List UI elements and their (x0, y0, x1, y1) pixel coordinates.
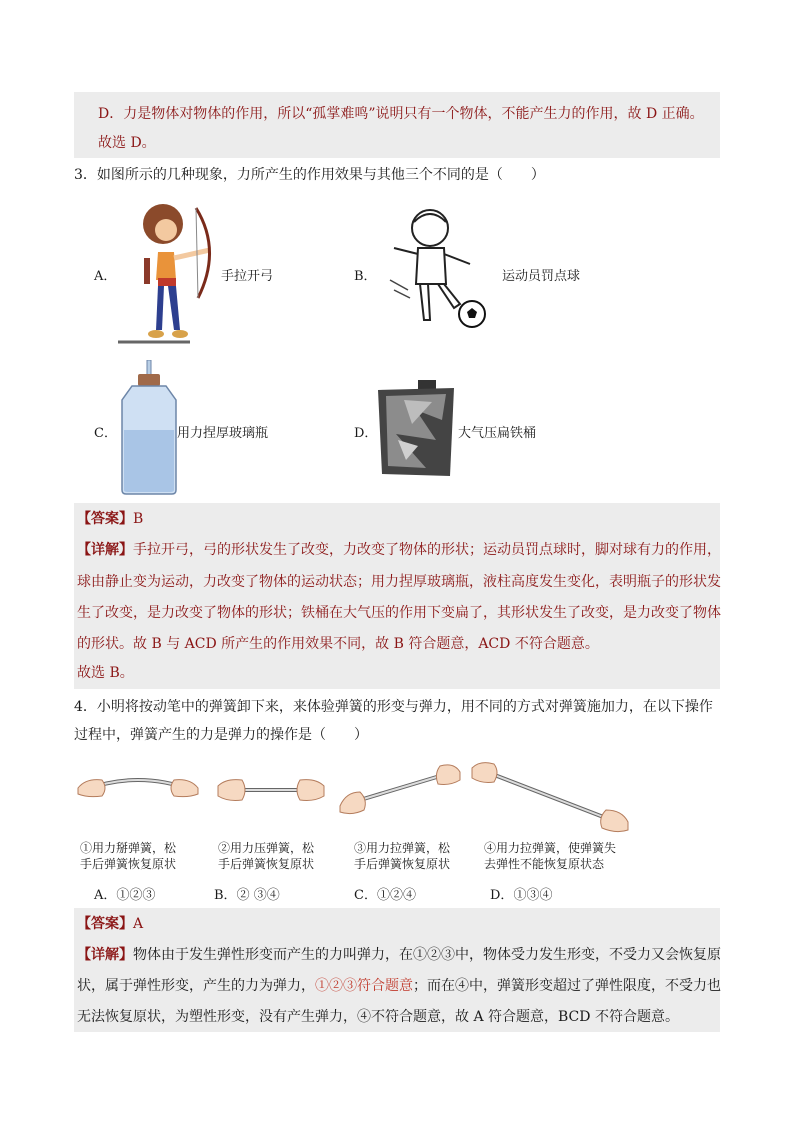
q4-option-c (354, 884, 416, 903)
q3-detail-line-4: 的形状。故 B 与 ACD 所产生的作用效果不同，故 B 符合题意，ACD 不符合题意。 (77, 636, 599, 652)
q4-detail-line-3: 无法恢复原状，为塑性形变，没有产生弹力，④不符合题意，故 A 符合题意，BCD 不符合题意。 (77, 1009, 679, 1025)
prev-answer-box (74, 92, 720, 158)
q3-option-c-text: 用力捏厚玻璃瓶 (177, 426, 269, 441)
q3-detail-line-5: 故选 B。 (77, 665, 134, 681)
spring-compress-figure (216, 772, 326, 808)
q4-caption-2-line-2: 手后弹簧恢复原状 (218, 857, 315, 871)
q4-option-d (490, 884, 552, 903)
q4-option-a-text: ①②③ (116, 888, 156, 903)
q4-option-a (94, 884, 155, 903)
q4-caption-2-line-1: ②用力压弹簧，松 (218, 841, 315, 855)
glass-bottle-figure (118, 360, 180, 496)
prev-line-1: D．力是物体对物体的作用，所以“孤掌难鸣”说明只有一个物体，不能产生力的作用，故 D 正确。 (98, 106, 704, 122)
q3-option-a-letter: A． (94, 269, 117, 284)
q4-option-c-letter: C． (354, 888, 377, 903)
q3-option-d-letter: D． (354, 426, 378, 441)
q4-detail-line-1 (77, 945, 721, 965)
q4-option-c-text: ①②④ (376, 888, 416, 903)
q4-answer-tag: 【答案】 (77, 916, 133, 932)
spring-stretch-figure (338, 762, 462, 818)
q3-detail-line-1 (77, 540, 721, 560)
q3-answer-box (74, 503, 720, 689)
q4-option-b (214, 884, 280, 903)
q3-answer-value: B (133, 511, 144, 527)
q4-option-d-text: ①③④ (513, 888, 553, 903)
q4-detail-highlight: ①②③符合题意 (315, 978, 413, 994)
archer-figure (118, 200, 218, 345)
spring-bend-figure (76, 768, 200, 808)
q4-detail-line-2 (77, 976, 721, 996)
q4-caption-1 (80, 840, 176, 872)
q3-option-b-letter: B． (354, 269, 377, 284)
q4-option-a-letter: A． (94, 888, 117, 903)
q4-option-d-letter: D． (490, 888, 514, 903)
q3-option-b-text: 运动员罚点球 (502, 269, 581, 284)
q3-answer-tag: 【答案】 (77, 511, 133, 527)
q3-option-a-text: 手拉开弓 (221, 269, 274, 284)
prev-line-2: 故选 D。 (98, 135, 156, 151)
q4-stem-line-1: 4．小明将按动笔中的弹簧卸下来，来体验弹簧的形变与弹力，用不同的方式对弹簧施加力，在以下操作 (74, 699, 713, 715)
q3-detail-text-1: 手拉开弓，弓的形状发生了改变，力改变了物体的形状；运动员罚点球时，脚对球有力的作用， (133, 542, 721, 558)
q4-detail-tag: 【详解】 (77, 947, 133, 963)
q4-caption-4 (484, 840, 616, 872)
q4-caption-1-line-1: ①用力掰弹簧，松 (80, 841, 177, 855)
q4-answer (77, 914, 143, 934)
q4-caption-3-line-2: 手后弹簧恢复原状 (354, 857, 451, 871)
q4-stem-line-2: 过程中，弹簧产生的力是弹力的操作是（ ） (74, 727, 368, 743)
q4-caption-1-line-2: 手后弹簧恢复原状 (80, 857, 177, 871)
q3-answer (77, 509, 143, 529)
q4-caption-4-line-2: 去弹性不能恢复原状态 (484, 857, 605, 871)
q3-stem: 3．如图所示的几种现象，力所产生的作用效果与其他三个不同的是（ ） (74, 167, 545, 183)
q4-caption-3-line-1: ③用力拉弹簧，松 (354, 841, 451, 855)
crushed-can-figure (376, 380, 458, 478)
q4-detail-text-2a: 状，属于弹性形变，产生的力为弹力， (77, 978, 315, 994)
q3-detail-tag: 【详解】 (77, 542, 133, 558)
q4-detail-text-1: 物体由于发生弹性形变而产生的力叫弹力，在①②③中，物体受力发生形变，不受力又会恢复原 (133, 947, 721, 963)
q4-option-b-letter: B． (214, 888, 237, 903)
q4-caption-3 (354, 840, 450, 872)
q4-answer-value: A (133, 916, 144, 932)
q4-option-b-text: ② ③④ (236, 888, 280, 903)
q4-detail-text-2c: ；而在④中，弹簧形变超过了弹性限度，不受力也 (413, 978, 721, 994)
q3-option-c-letter: C． (94, 426, 117, 441)
spring-overstretch-figure (470, 760, 630, 836)
football-kick-figure (384, 204, 494, 328)
q4-caption-2 (218, 840, 314, 872)
q3-option-d-text: 大气压扁铁桶 (458, 426, 537, 441)
q3-detail-line-2: 球由静止变为运动，力改变了物体的运动状态；用力捏厚玻璃瓶，液柱高度发生变化，表明瓶子的形状发 (77, 574, 721, 590)
q4-caption-4-line-1: ④用力拉弹簧，使弹簧失 (484, 841, 617, 855)
q3-detail-line-3: 生了改变，是力改变了物体的形状；铁桶在大气压的作用下变扁了，其形状发生了改变，是力改变了物体 (77, 605, 721, 621)
